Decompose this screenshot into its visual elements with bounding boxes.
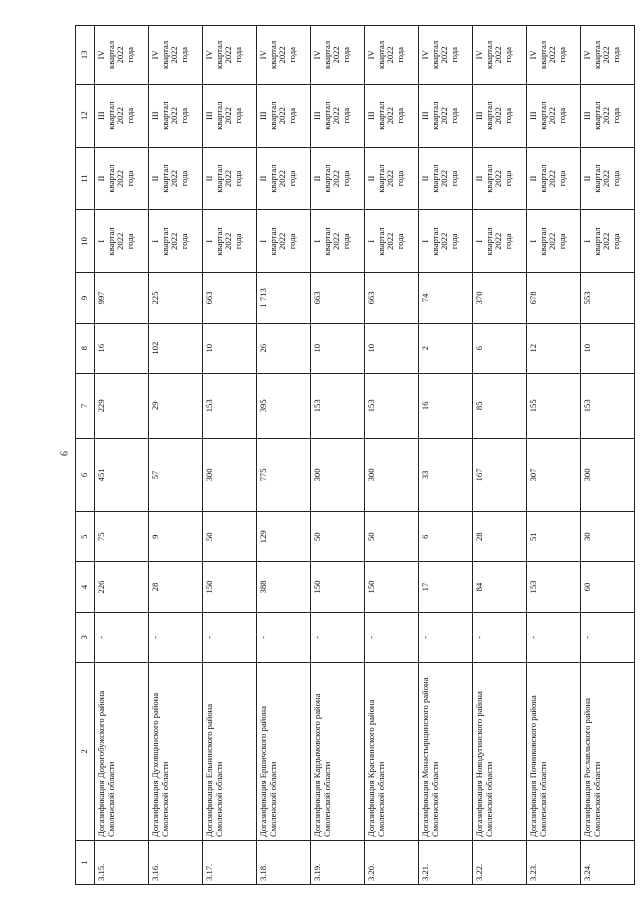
cell-col8: 10 [581,323,635,373]
table-row [257,26,311,885]
cell-quarter-3: III квартал 2022 года [95,84,149,147]
cell-col7: 155 [527,373,581,438]
row-name: Догазификация Рославльского района Смоленской области [581,662,635,840]
cell-quarter-1: I квартал 2022 года [419,210,473,273]
cell-col6: 300 [203,438,257,511]
cell-quarter-1: I квартал 2022 года [527,210,581,273]
rotated-table-container [75,25,635,885]
cell-col7: 153 [365,373,419,438]
row-number: 3.23. [527,841,581,885]
cell-col9: 553 [581,273,635,323]
table-row [365,26,419,885]
cell-col5: 9 [149,512,203,562]
cell-col6: 300 [581,438,635,511]
row-number: 3.21. [419,841,473,885]
col-header-4: 4 [76,562,95,612]
cell-quarter-2: II квартал 2022 года [473,147,527,210]
cell-quarter-1: I квартал 2022 года [365,210,419,273]
table-row [311,26,365,885]
cell-col7: 153 [581,373,635,438]
cell-quarter-2: II квартал 2022 года [311,147,365,210]
cell-quarter-1: I квартал 2022 года [95,210,149,273]
cell-col9: 74 [419,273,473,323]
cell-col6: 167 [473,438,527,511]
cell-quarter-4: IV квартал 2022 года [365,26,419,85]
cell-col5: 51 [527,512,581,562]
row-name: Догазификация Ельнинского района Смоленской области [203,662,257,840]
cell-col7: 16 [419,373,473,438]
cell-quarter-4: IV квартал 2022 года [257,26,311,85]
cell-col5: 129 [257,512,311,562]
page-number: 9 [57,451,69,456]
cell-quarter-4: IV квартал 2022 года [149,26,203,85]
cell-quarter-4: IV квартал 2022 года [527,26,581,85]
table-row [473,26,527,885]
cell-quarter-3: III квартал 2022 года [257,84,311,147]
cell-quarter-1: I квартал 2022 года [257,210,311,273]
cell-quarter-4: IV квартал 2022 года [95,26,149,85]
gasification-table [75,25,635,885]
row-number: 3.18. [257,841,311,885]
cell-col3: - [419,612,473,662]
cell-quarter-1: I квартал 2022 года [581,210,635,273]
row-number: 3.15. [95,841,149,885]
row-name: Догазификация Дорогобужского района Смоленской области [95,662,149,840]
cell-quarter-3: III квартал 2022 года [581,84,635,147]
cell-col5: 75 [95,512,149,562]
row-number: 3.16. [149,841,203,885]
cell-col4: 388 [257,562,311,612]
col-header-6: 6 [76,438,95,511]
row-number: 3.17. [203,841,257,885]
cell-col6: 300 [311,438,365,511]
row-name: Догазификация Монастырщинского района Смоленской области [419,662,473,840]
row-name: Догазификация Новодугинского района Смоленской области [473,662,527,840]
col-header-7: 7 [76,373,95,438]
cell-col7: 229 [95,373,149,438]
cell-col9: 225 [149,273,203,323]
col-header-11: 11 [76,147,95,210]
cell-col8: 12 [527,323,581,373]
cell-col7: 395 [257,373,311,438]
cell-col3: - [95,612,149,662]
cell-col6: 300 [365,438,419,511]
cell-col6: 57 [149,438,203,511]
cell-col4: 84 [473,562,527,612]
cell-quarter-1: I квартал 2022 года [149,210,203,273]
cell-col4: 60 [581,562,635,612]
cell-col9: 663 [311,273,365,323]
cell-col3: - [203,612,257,662]
table-row [527,26,581,885]
cell-quarter-1: I квартал 2022 года [473,210,527,273]
col-header-1: 1 [76,841,95,885]
cell-col9: 370 [473,273,527,323]
cell-quarter-3: III квартал 2022 года [365,84,419,147]
cell-quarter-3: III квартал 2022 года [149,84,203,147]
cell-col4: 153 [527,562,581,612]
cell-col5: 50 [311,512,365,562]
cell-col3: - [527,612,581,662]
cell-quarter-2: II квартал 2022 года [419,147,473,210]
cell-col3: - [149,612,203,662]
col-header-10: 10 [76,210,95,273]
table-row [581,26,635,885]
cell-col3: - [581,612,635,662]
cell-col9: 678 [527,273,581,323]
cell-col8: 102 [149,323,203,373]
cell-col7: 29 [149,373,203,438]
cell-col4: 17 [419,562,473,612]
row-number: 3.19. [311,841,365,885]
row-name: Догазификация Кардымовского района Смоленской области [311,662,365,840]
cell-col8: 26 [257,323,311,373]
cell-col7: 153 [311,373,365,438]
cell-quarter-1: I квартал 2022 года [311,210,365,273]
row-number: 3.24. [581,841,635,885]
row-name: Догазификация Ершичского района Смоленской области [257,662,311,840]
cell-quarter-4: IV квартал 2022 года [419,26,473,85]
cell-quarter-3: III квартал 2022 года [203,84,257,147]
cell-col8: 10 [311,323,365,373]
cell-col7: 153 [203,373,257,438]
cell-col6: 451 [95,438,149,511]
cell-quarter-2: II квартал 2022 года [527,147,581,210]
cell-quarter-4: IV квартал 2022 года [311,26,365,85]
cell-quarter-2: II квартал 2022 года [257,147,311,210]
cell-quarter-1: I квартал 2022 года [203,210,257,273]
table-row [149,26,203,885]
row-number: 3.22. [473,841,527,885]
cell-quarter-2: II квартал 2022 года [365,147,419,210]
cell-col6: 307 [527,438,581,511]
cell-col9: 997 [95,273,149,323]
cell-quarter-3: III квартал 2022 года [527,84,581,147]
cell-quarter-4: IV квартал 2022 года [581,26,635,85]
cell-col3: - [311,612,365,662]
cell-quarter-3: III квартал 2022 года [311,84,365,147]
cell-quarter-2: II квартал 2022 года [203,147,257,210]
row-name: Догазификация Краснинского района Смоленской области [365,662,419,840]
cell-quarter-2: II квартал 2022 года [95,147,149,210]
table-row [203,26,257,885]
cell-quarter-2: II квартал 2022 года [149,147,203,210]
cell-col5: 50 [365,512,419,562]
cell-col8: 10 [203,323,257,373]
cell-col6: 33 [419,438,473,511]
cell-col7: 85 [473,373,527,438]
cell-col3: - [473,612,527,662]
cell-col4: 226 [95,562,149,612]
table-row [419,26,473,885]
cell-col8: 2 [419,323,473,373]
col-header-13: 13 [76,26,95,85]
cell-quarter-3: III квартал 2022 года [419,84,473,147]
cell-col3: - [257,612,311,662]
cell-col4: 150 [311,562,365,612]
cell-col8: 6 [473,323,527,373]
cell-col9: 663 [203,273,257,323]
col-header-12: 12 [76,84,95,147]
cell-col4: 28 [149,562,203,612]
cell-col5: 50 [203,512,257,562]
row-name: Догазификация Починковского района Смоленской области [527,662,581,840]
col-header-3: 3 [76,612,95,662]
cell-quarter-4: IV квартал 2022 года [203,26,257,85]
cell-col8: 16 [95,323,149,373]
row-name: Догазификация Духовщинского района Смоленской области [149,662,203,840]
cell-col5: 6 [419,512,473,562]
cell-quarter-3: III квартал 2022 года [473,84,527,147]
cell-col3: - [365,612,419,662]
cell-quarter-2: II квартал 2022 года [581,147,635,210]
column-number-row [76,26,95,885]
col-header-2: 2 [76,662,95,840]
cell-col4: 150 [203,562,257,612]
cell-col5: 28 [473,512,527,562]
cell-col9: 1 713 [257,273,311,323]
cell-col5: 30 [581,512,635,562]
col-header-5: 5 [76,512,95,562]
cell-quarter-4: IV квартал 2022 года [473,26,527,85]
cell-col8: 10 [365,323,419,373]
cell-col6: 775 [257,438,311,511]
table-row [95,26,149,885]
row-number: 3.20. [365,841,419,885]
col-header-9: 9 [76,273,95,323]
cell-col9: 663 [365,273,419,323]
col-header-8: 8 [76,323,95,373]
cell-col4: 150 [365,562,419,612]
